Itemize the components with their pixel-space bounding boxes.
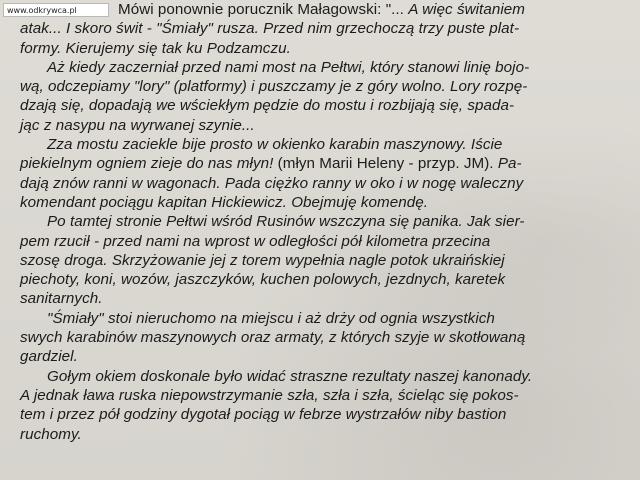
text-span: komendant pociągu kapitan Hickiewicz. Obejmuję komendę.	[20, 193, 428, 211]
text-span: pem rzucił - przed nami na wprost w odległości pół kilometra przecina	[20, 232, 491, 250]
text-line	[20, 270, 624, 289]
text-line	[20, 212, 624, 231]
text-span: Aż kiedy zaczerniał przed nami most na Pełtwi, który stanowi linię bojo-	[47, 58, 530, 76]
text-line	[20, 367, 624, 386]
text-span: atak... I skoro świt - "Śmiały" rusza. Przed nim grzechoczą trzy puste plat-	[20, 20, 520, 38]
text-span: Mówi ponownie porucznik Małagowski: "...	[118, 1, 409, 18]
text-line	[20, 347, 624, 366]
text-span: (młyn Marii Heleny - przyp. JM).	[277, 155, 494, 173]
text-line	[20, 135, 624, 154]
text-span: A jednak ława ruska niepowstrzymanie szła, szła i szła, ścieląc się pokos-	[20, 386, 519, 404]
source-watermark: www.odkrywca.pl	[3, 3, 109, 17]
text-line	[20, 328, 624, 347]
text-line	[20, 309, 624, 328]
text-span: "Śmiały" stoi nieruchomo na miejscu i aż drży od ognia wszystkich	[47, 309, 495, 327]
text-span: szosę droga. Skrzyżowanie jej z torem wypełnia nagle potok ukraińskiej	[20, 251, 505, 269]
text-line	[20, 386, 624, 405]
text-line	[20, 251, 624, 270]
text-line	[20, 425, 624, 444]
text-span: sanitarnych.	[20, 290, 103, 308]
text-line	[20, 289, 624, 308]
text-span: tem i przez pół godziny dygotał pociąg w febrze wystrzałów niby bastion	[20, 406, 507, 424]
text-span: A więc świtaniem	[408, 1, 525, 18]
text-span: Pa-	[493, 155, 522, 173]
text-span: piechoty, koni, wozów, jaszczyków, kuchen polowych, jezdnych, karetek	[20, 271, 506, 289]
text-span: wą, odczepiamy "lory" (platformy) i puszczamy je z góry wolno. Lory rozpę-	[20, 78, 528, 96]
text-line	[20, 96, 624, 115]
text-span: jąc z nasypu na wyrwanej szynie...	[20, 116, 255, 134]
text-line	[20, 58, 624, 77]
text-line	[20, 232, 624, 251]
text-line	[20, 116, 624, 135]
text-line	[20, 193, 624, 212]
text-line	[20, 0, 624, 19]
text-span: dają znów ranni w wagonach. Pada ciężko ranny w oko i w nogę waleczny	[20, 174, 524, 192]
text-span: piekielnym ogniem zieje do nas młyn!	[20, 155, 278, 173]
text-span: gardziel.	[20, 348, 78, 366]
text-line	[20, 77, 624, 96]
text-span: formy. Kierujemy się tak ku Podzamczu.	[20, 39, 291, 57]
text-span: swych karabinów maszynowych oraz armaty, z których szyje w skotłowaną	[20, 329, 526, 347]
body-text	[20, 0, 624, 444]
text-line	[20, 174, 624, 193]
text-span: Gołym okiem doskonale było widać straszne rezultaty naszej kanonady.	[47, 367, 533, 385]
text-span: Zza mostu zaciekle bije prosto w okienko karabin maszynowy. Iście	[47, 136, 503, 154]
text-line	[20, 19, 624, 38]
text-span: Po tamtej stronie Pełtwi wśród Rusinów wszczyna się panika. Jak sier-	[47, 213, 525, 231]
text-span: ruchomy.	[20, 425, 82, 443]
text-line	[20, 39, 624, 58]
text-line	[20, 405, 624, 424]
text-line	[20, 154, 624, 173]
text-span: dzają się, dopadają we wściekłym pędzie do mostu i rozbijają się, spada-	[20, 97, 515, 115]
